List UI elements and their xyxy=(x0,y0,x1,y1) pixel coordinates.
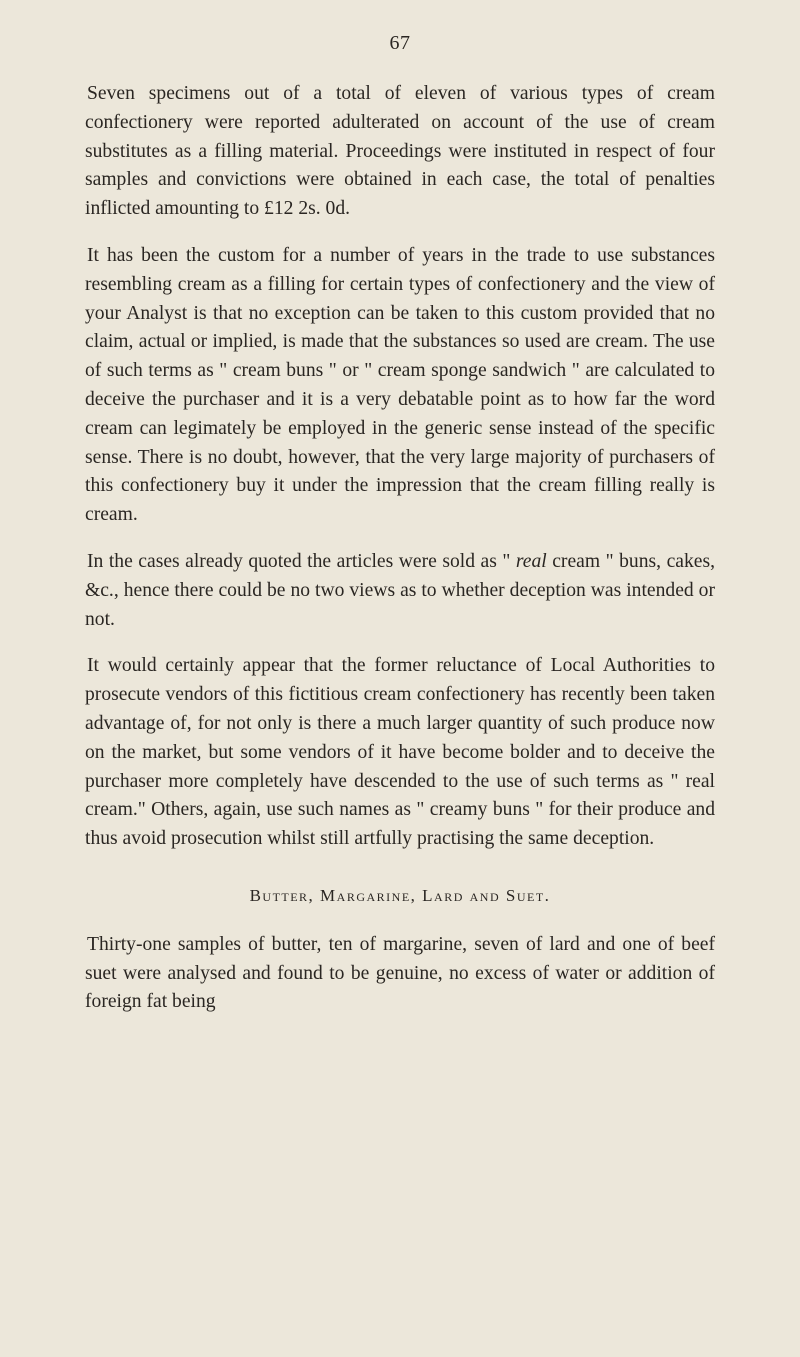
paragraph-real-cream-end: cream " buns, cakes, &c., hence there could be no two views as to whether deception was intended or not. xyxy=(85,550,715,630)
paragraph-real-cream-cases xyxy=(85,548,715,634)
section-heading-butter-margarine: Butter, Margarine, Lard and Suet. xyxy=(249,885,551,905)
paragraph-butter-samples: Thirty-one samples of butter, ten of margarine, seven of lard and one of beef suet were analysed and found to be genuine, no excess of water or addition of foreign fat being xyxy=(85,933,715,1013)
paragraph-real-cream-start: In the cases already quoted the articles were sold as " xyxy=(87,550,516,572)
paragraph-cream-confectionery-samples: Seven specimens out of a total of eleven of various types of cream confectionery were reported adulterated on account of the use of cream substitutes as a filling material. Proceedings were instituted in respect of four samples and convictions were obtained in each case, the total of penalties inflicted amounting to £12 2s. 0d. xyxy=(85,83,715,220)
paragraph-trade-custom: It has been the custom for a number of years in the trade to use substances resembling cream as a filling for certain types of confectionery and the view of your Analyst is that no exception can be taken to this custom provided that no claim, actual or implied, is made that the substances so used are cream. The use of such terms as " cream buns " or " cream sponge sandwich " are calculated to deceive the purchaser and it is a very debatable point as to how far the word cream can legimately be employed in the generic sense instead of the specific sense. There is no doubt, however, that the very large majority of purchasers of this confectionery buy it under the impression that the cream filling really is cream. xyxy=(85,244,715,526)
body-text xyxy=(85,80,715,1035)
emphasis-real: real xyxy=(515,550,547,572)
page-number: 67 xyxy=(389,32,411,54)
paragraph-local-authorities: It would certainly appear that the former reluctance of Local Authorities to prosecute vendors of this fictitious cream confectionery has recently been taken advantage of, for not only is there a much larger quantity of such produce now on the market, but some vendors of it have become bolder and to deceive the purchaser more completely have descended to the use of such terms as " real cream." Others, again, use such names as " creamy buns " for their produce and thus avoid prosecution whilst still artfully practising the same deception. xyxy=(85,655,715,850)
